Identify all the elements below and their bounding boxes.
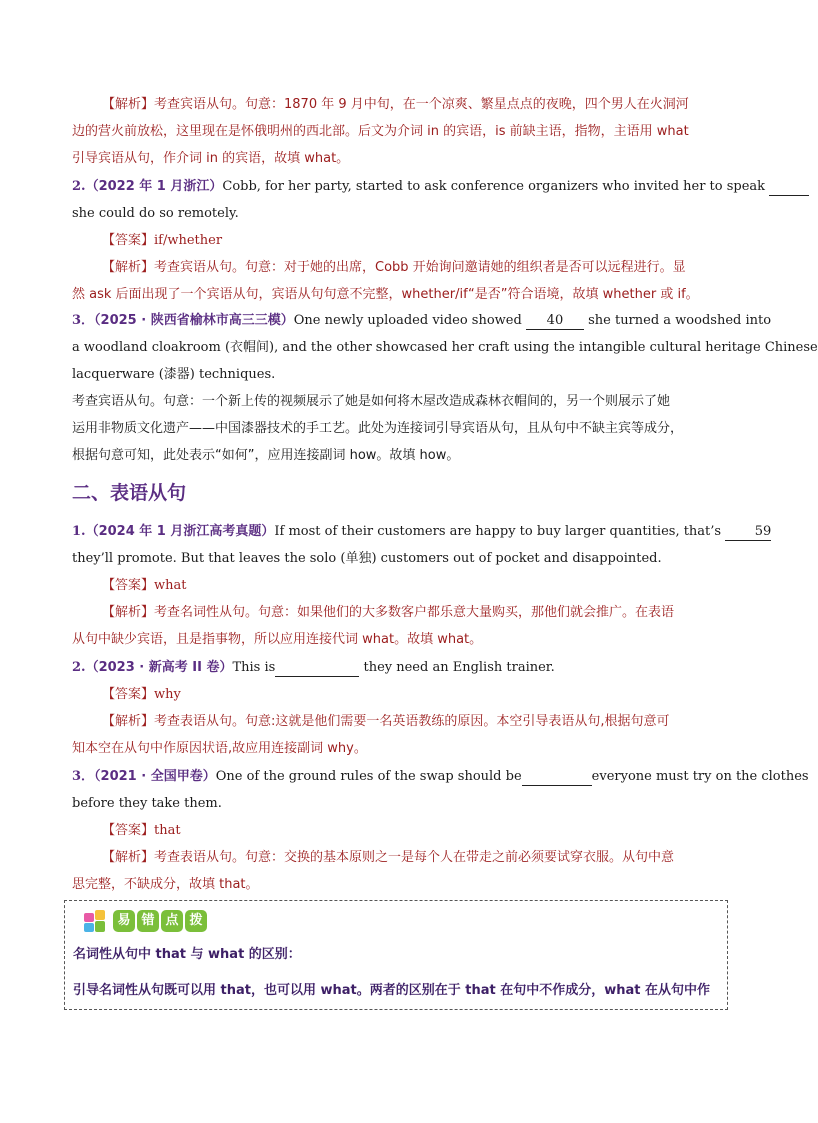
answer-line: 【答案】why bbox=[102, 687, 181, 702]
analysis-line: 思完整，不缺成分，故填 that。 bbox=[72, 877, 259, 892]
question-line: they’ll promote. But that leaves the solo (单独) customers out of pocket and disappointed. bbox=[72, 551, 662, 566]
section-heading: 二、表语从句 bbox=[72, 482, 187, 504]
analysis-line: 【解析】考查宾语从句。句意：对于她的出席，Cobb 开始询问邀请她的组织者是否可以远程进行。显 bbox=[102, 260, 686, 275]
tip-label-char: 易 bbox=[113, 910, 135, 932]
question-source: （2025 · 陕西省榆林市高三三模） bbox=[94, 313, 294, 328]
tip-header bbox=[83, 909, 207, 933]
analysis-line: 引导宾语从句，作介词 in 的宾语，故填 what。 bbox=[72, 151, 350, 166]
tip-body: 引导名词性从句既可以用 that，也可以用 what。两者的区别在于 that 在句中不作成分，what 在从句中作 bbox=[73, 983, 711, 998]
tip-label-char: 点 bbox=[161, 910, 183, 932]
analysis-line: 【解析】考查表语从句。句意:这就是他们需要一名英语教练的原因。本空引导表语从句,根据句意可 bbox=[102, 714, 670, 729]
question-source: （2024 年 1 月浙江高考真题） bbox=[85, 524, 275, 539]
analysis-line: 从句中缺少宾语，且是指事物，所以应用连接代词 what。故填 what。 bbox=[72, 632, 483, 647]
answer-blank: 40 bbox=[526, 313, 584, 330]
question-line: before they take them. bbox=[72, 796, 222, 811]
section2-question-2 bbox=[72, 654, 728, 762]
question-line: she could do so remotely. bbox=[72, 206, 239, 221]
question-line: 1.（2024 年 1 月浙江高考真题）If most of their customers are happy to buy larger quantities, that’s 59 bbox=[72, 524, 772, 539]
puzzle-icon bbox=[83, 909, 107, 933]
analysis-line: 【解析】考查表语从句。句意：交换的基本原则之一是每个人在带走之前必须要试穿衣服。从句中意 bbox=[102, 850, 675, 865]
question-2 bbox=[72, 173, 766, 308]
answer-line: 【答案】what bbox=[102, 578, 187, 593]
analysis-line: 边的营火前放松，这里现在是怀俄明州的西北部。后文为介词 in 的宾语，is 前缺主语，指物，主语用 what bbox=[72, 124, 689, 139]
answer-blank: 59 bbox=[725, 524, 771, 541]
explanation-line: 运用非物质文化遗产——中国漆器技术的手工艺。此处为连接词引导宾语从句，且从句中不缺主宾等成分， bbox=[72, 421, 684, 436]
tip-label-char: 错 bbox=[137, 910, 159, 932]
question-line: 3．（2021 · 全国甲卷）One of the ground rules of the swap should be everyone must try on the clothes bbox=[72, 769, 809, 784]
answer-line: 【答案】if/whether bbox=[102, 233, 223, 248]
tip-box bbox=[64, 900, 728, 1010]
analysis-line: 然 ask 后面出现了一个宾语从句，宾语从句句意不完整，whether/if“是否”符合语境，故填 whether 或 if。 bbox=[72, 287, 699, 302]
question-line: 2.（2023 · 新高考 II 卷）This is they need an English trainer. bbox=[72, 660, 555, 675]
question-source: （2023 · 新高考 II 卷） bbox=[85, 660, 233, 675]
section2-question-3 bbox=[72, 763, 809, 898]
explanation-line: 根据句意可知，此处表示“如何”，应用连接副词 how。故填 how。 bbox=[72, 448, 460, 463]
analysis-line: 【解析】考查名词性从句。句意：如果他们的大多数客户都乐意大量购买，那他们就会推广。在表语 bbox=[102, 605, 675, 620]
question-source: （2022 年 1 月浙江） bbox=[85, 179, 223, 194]
question-line: 3．（2025 · 陕西省榆林市高三三模）One newly uploaded video showed 40 she turned a woodshed into bbox=[72, 313, 772, 328]
question-text: Cobb, for her party, started to ask conference organizers who invited her to speak bbox=[222, 179, 766, 194]
section2-question-1 bbox=[72, 518, 772, 653]
question-source: （2021 · 全国甲卷） bbox=[94, 769, 216, 784]
question-3 bbox=[72, 307, 818, 469]
question-line: a woodland cloakroom (衣帽间), and the other showcased her craft using the intangible cultural heritage Chinese bbox=[72, 340, 818, 355]
tip-label-char: 拨 bbox=[185, 910, 207, 932]
question-line: 2.（2022 年 1 月浙江）Cobb, for her party, started to ask conference organizers who invited her to speak bbox=[72, 173, 728, 200]
answer-blank bbox=[275, 660, 359, 677]
answer-blank bbox=[522, 769, 592, 786]
answer-line: 【答案】that bbox=[102, 823, 181, 838]
analysis-line: 知本空在从句中作原因状语,故应用连接副词 why。 bbox=[72, 741, 367, 756]
analysis-line: 【解析】考查宾语从句。句意：1870 年 9 月中旬，在一个凉爽、繁星点点的夜晚，四个男人在火洞河 bbox=[102, 97, 689, 112]
tip-title: 名词性从句中 that 与 what 的区别： bbox=[73, 947, 301, 962]
explanation-line: 考查宾语从句。句意：一个新上传的视频展示了她是如何将木屋改造成森林衣帽间的，另一个则展示了她 bbox=[72, 394, 671, 409]
q1-analysis bbox=[72, 91, 728, 172]
question-line: lacquerware (漆器) techniques. bbox=[72, 367, 276, 382]
answer-blank bbox=[769, 179, 809, 196]
